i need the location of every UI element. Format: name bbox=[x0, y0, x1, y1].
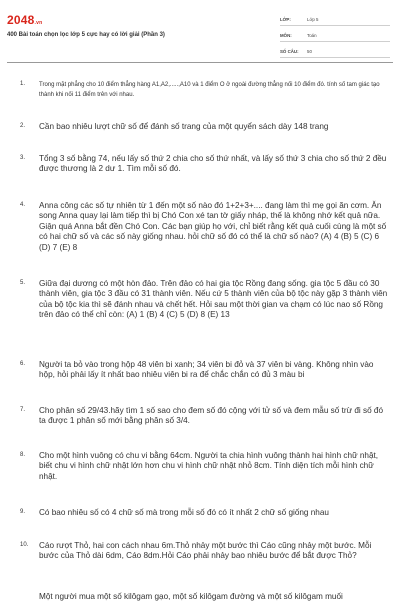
meta-label: MÔN: bbox=[280, 33, 292, 38]
question-number: 5. bbox=[20, 280, 26, 286]
question-number: 9. bbox=[20, 509, 26, 515]
question-text: Anna công các số tự nhiên từ 1 đến một số nào đó 1+2+3+.... đang làm thì mẹ gọi ăn cơm. Ăn song Anna quay lại làm tiếp thì bị Chó Con xé tan tờ giấy nháp, thế là không nhớ kết quả nữa. Giận quá Anna bắt đền Chó Con. Các bạn giúp họ với, chỉ biết rằng kết quả cuối cùng là một số có hai chữ số và các số này giống nhau. hỏi chữ số đó có thể là chữ số nào? (A) 4 (B) 5 (C) 6 (D) 7 (E) 8 bbox=[39, 201, 387, 252]
question-number: 3. bbox=[20, 155, 26, 161]
meta-row-grade bbox=[280, 14, 390, 26]
question-number: 8. bbox=[20, 452, 26, 458]
question-number: 1. bbox=[20, 81, 26, 87]
site-logo[interactable] bbox=[7, 13, 42, 27]
meta-value: Toán bbox=[307, 33, 317, 38]
meta-row-subject bbox=[280, 30, 390, 42]
document-header bbox=[0, 0, 400, 62]
question-number: 2. bbox=[20, 123, 26, 129]
question-text: Cần bao nhiêu lượt chữ số để đánh số trang của một quyển sách dày 148 trang bbox=[39, 122, 329, 131]
question-11-partial bbox=[39, 592, 389, 602]
header-divider bbox=[7, 62, 393, 63]
meta-table bbox=[280, 14, 390, 62]
logo-name: 2048 bbox=[7, 13, 35, 27]
meta-value: 50 bbox=[307, 49, 312, 54]
meta-label: SỐ CÂU: bbox=[280, 49, 299, 54]
question-text: Tổng 3 số bằng 74, nếu lấy số thứ 2 chia cho số thứ nhất, và lấy số thứ 3 chia cho số thứ 2 đều được thương là 2 dư 1. Tìm mỗi số đó. bbox=[39, 154, 387, 174]
question-text: Cho phân số 29/43.hãy tìm 1 số sao cho đem số đó cộng với tử số và đem mẫu số trừ đi số đó ta được 1 phân số mới bằng phân số 3/4. bbox=[39, 406, 384, 426]
question-text: Giữa đại dương có một hòn đảo. Trên đảo có hai gia tộc Rồng đang sống. gia tộc 5 đầu có 30 thành viên, gia tộc 3 đầu có 31 thành viên. Nếu cứ 5 thành viên của bộ tộc này gặp 3 thành viên của bộ tộc kia thì sẽ đánh nhau và chết hết. Hỏi sau một thời gian va chạm có lúc nao số Rồng trên đảo có thể chỉ còn: (A) 1 (B) 4 (C) 5 (D) 8 (E) 13 bbox=[39, 279, 388, 320]
question-text: Người ta bỏ vào trong hộp 48 viên bi xanh; 34 viên bi đỏ và 37 viên bi vàng. Không nhìn vào hộp, hỏi phải lấy ít nhất bao nhiêu viên bi ra để chắc chắn có đủ 3 màu bi bbox=[39, 360, 374, 380]
question-number: 10. bbox=[20, 542, 29, 548]
logo-tld: .vn bbox=[34, 20, 43, 26]
question-text: Có bao nhiêu số có 4 chữ số mà trong mỗi số đó có ít nhất 2 chữ số giống nhau bbox=[39, 508, 329, 517]
question-number: 7. bbox=[20, 407, 26, 413]
meta-row-count bbox=[280, 46, 390, 58]
question-text: Cho một hình vuông có chu vi bằng 64cm. Người ta chia hình vuông thành hai hình chữ nhật, biết chu vi hình chữ nhật lớn hơn chu vi hình chữ nhật nhỏ 8cm. Tính diện tích mỗi hình chữ nhật. bbox=[39, 451, 379, 481]
meta-label: LỚP: bbox=[280, 17, 291, 22]
question-text: Trong mặt phẳng cho 10 điểm thẳng hàng A1,A2,.....,A10 và 1 điểm O ở ngoài đường thẳng nối 10 điểm đó. tính số tam giác tạo thành khi nối 11 điểm trên với nhau. bbox=[39, 82, 380, 98]
question-number: 6. bbox=[20, 361, 26, 367]
meta-value: Lớp 5 bbox=[307, 17, 319, 22]
page-title: 400 Bài toán chọn lọc lớp 5 cực hay có lời giải (Phần 3) bbox=[7, 32, 165, 38]
question-text: Một người mua một số kilôgam gạo, một số kilôgam đường và một số kilôgam muối bbox=[39, 592, 343, 601]
question-number: 4. bbox=[20, 202, 26, 208]
question-text: Cáo rượt Thỏ, hai con cách nhau 6m.Thỏ nhảy một bước thì Cáo cũng nhảy một bước. Mỗi bước của Thỏ dài 6dm, Cáo 8dm.Hỏi Cáo phải nhảy bao nhiêu bước để bắt được Thỏ? bbox=[39, 541, 372, 561]
